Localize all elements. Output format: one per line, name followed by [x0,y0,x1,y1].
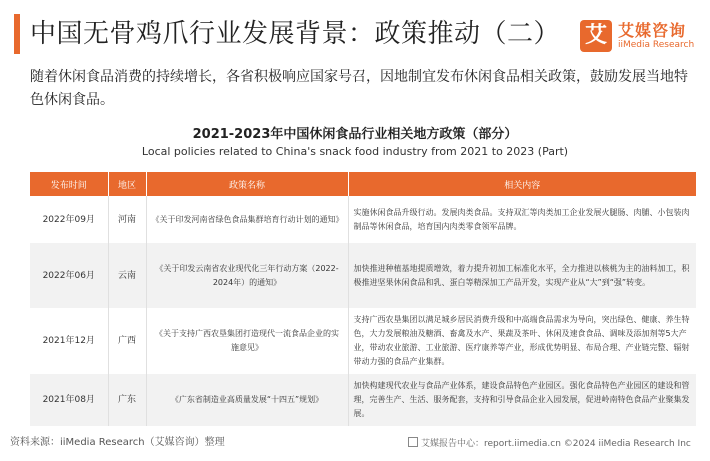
brand-logo [580,18,702,58]
cell-date: 2022年06月 [30,243,108,308]
cell-region: 广西 [108,308,146,374]
logo-mark-icon: 艾 [580,20,612,52]
header-content: 相关内容 [348,172,696,196]
cell-policy: 《关于印发河南省绿色食品集群培育行动计划的通知》 [146,196,348,243]
header-policy: 政策名称 [146,172,348,196]
report-icon [408,437,418,447]
table-row [30,374,696,426]
table-header-row [30,172,696,196]
cell-content: 加快构建现代农业与食品产业体系，建设食品特色产业园区。强化食品特色产业园区的建设和管理，完善生产、生活、服务配套，支持和引导食品企业入园发展，促进岭南特色食品产业聚集发展。 [348,374,696,426]
footer-report-text: 艾媒报告中心：report.iimedia.cn ©2024 iiMedia Research Inc [421,439,691,449]
header-region: 地区 [108,172,146,196]
cell-content: 加快推进种植基地提质增效，着力提升初加工标准化水平，全力推进以核桃为主的油料加工，积极推进坚果休闲食品和乳、蛋白等精深加工产品开发，实现产业从“大”到“强”转变。 [348,243,696,308]
page-title: 中国无骨鸡爪行业发展背景：政策推动（二） [30,19,561,49]
table-row [30,308,696,374]
logo-chinese-name: 艾媒咨询 [618,21,687,40]
cell-region: 云南 [108,243,146,308]
policy-table [30,172,696,426]
cell-policy: 《关于支持广西农垦集团打造现代一流食品企业的实施意见》 [146,308,348,374]
cell-content: 支持广西农垦集团以满足城乡居民消费升级和中高端食品需求为导向，突出绿色、健康、养生特色，大力发展粮油及糖酒、畜禽及水产、果蔬及茶叶、休闲及速食食品、调味及添加剂等5大产业，带动农业旅游、工业旅游、医疗康养等产业，形成优势明显、布局合理、产业链完整、辐射带动力强的食品产业集群。 [348,308,696,374]
footer-source: 资料来源：iiMedia Research（艾媒咨询）整理 [10,437,225,448]
table-row [30,196,696,243]
cell-region: 广东 [108,374,146,426]
intro-paragraph: 随着休闲食品消费的持续增长，各省积极响应国家号召，因地制宜发布休闲食品相关政策，鼓励发展当地特色休闲食品。 [30,69,688,108]
table-row [30,243,696,308]
cell-policy: 《关于印发云南省农业现代化三年行动方案（2022-2024年）的通知》 [146,243,348,308]
cell-content: 实施休闲食品升级行动。发展肉类食品。支持双汇等肉类加工企业发展火腿肠、肉脯、小包装肉制品等休闲食品，培育国内肉类零食领军品牌。 [348,196,696,243]
cell-date: 2022年09月 [30,196,108,243]
table-subtitle: Local policies related to China's snack food industry from 2021 to 2023 (Part) [141,145,569,158]
cell-policy: 《广东省制造业高质量发展“十四五”规划》 [146,374,348,426]
footer-report-center [408,436,691,449]
title-accent-bar [14,14,20,54]
cell-date: 2021年12月 [30,308,108,374]
header-date: 发布时间 [30,172,108,196]
cell-date: 2021年08月 [30,374,108,426]
logo-english-name: iiMedia Research [618,40,695,50]
table-title: 2021-2023年中国休闲食品行业相关地方政策（部分） [192,127,518,142]
cell-region: 河南 [108,196,146,243]
